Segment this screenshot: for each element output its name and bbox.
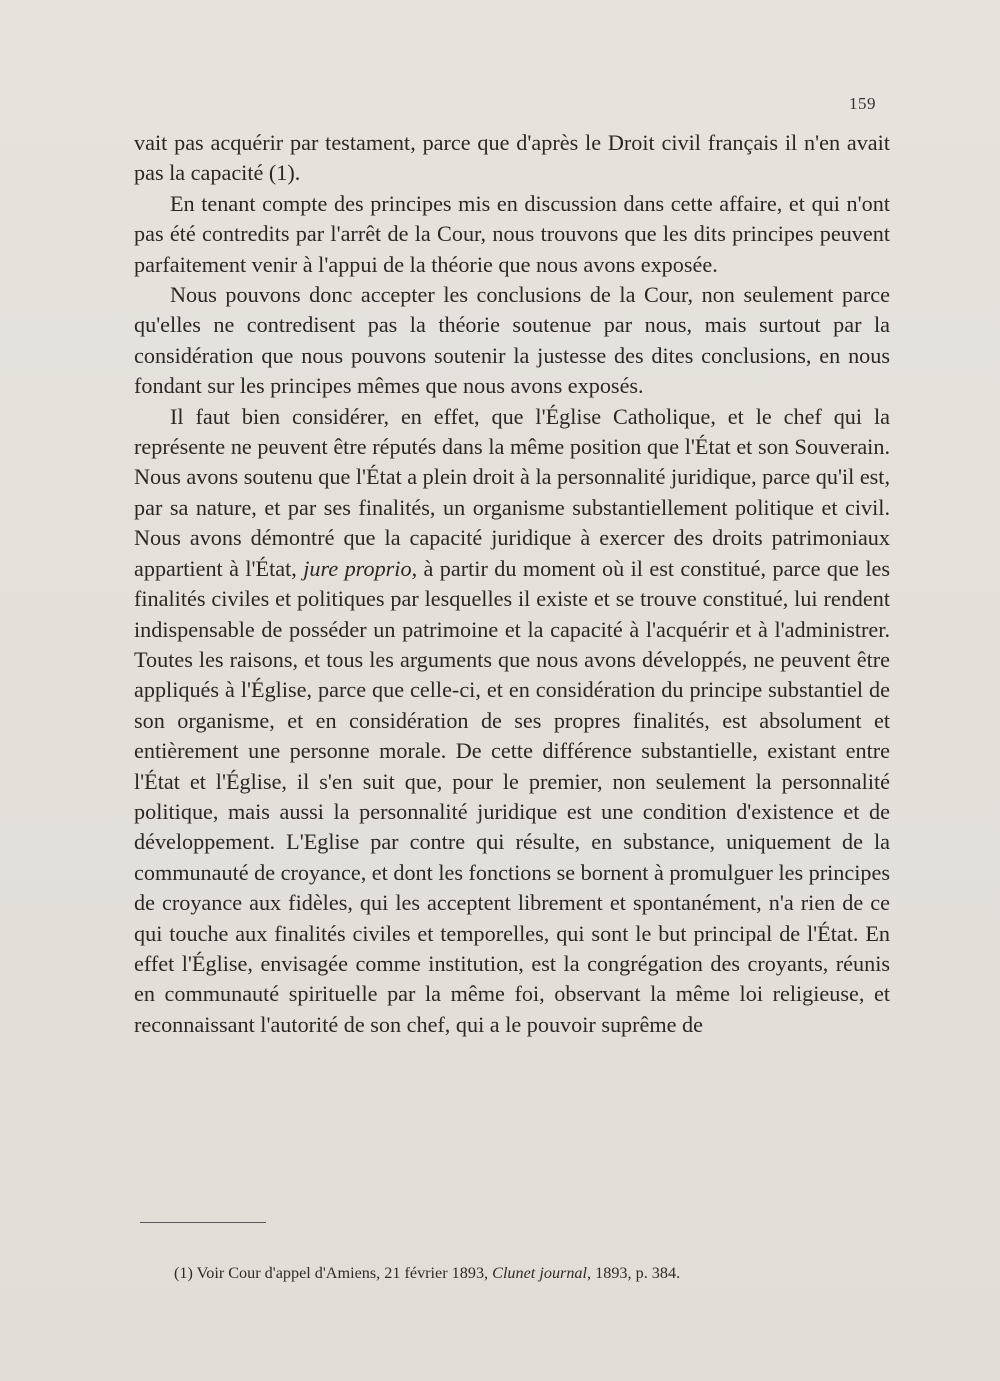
paragraph-4 (134, 402, 890, 1041)
footnote-divider (140, 1222, 266, 1223)
paragraph-3 (134, 280, 890, 402)
paragraph-4-text-a: Il faut bien considérer, en effet, que l'Église Catholique, et le chef qui la représente ne peuvent être réputés dans la même position que l'État et son Souverain. Nous avons soutenu que l'État a plein droit à la personnalité juridique, parce qu'il est, par sa nature, et par ses finalités, un organisme substantiellement politique et civil. Nous avons démontré que la capacité juridique à exercer des droits patrimoniaux appartient à l'État, (134, 403, 891, 581)
paragraph-4-latin-phrase: jure proprio (303, 555, 412, 581)
footnote-journal-title: Clunet journal, (492, 1264, 592, 1282)
body-text (134, 128, 890, 1040)
paragraph-4-text-b: , à partir du moment où il est constitué, parce que les finalités civiles et politiques par lesquelles il existe et se trouve constitué, lui rendent indispensable de posséder un patrimoine et la capacité à l'acquérir et à l'administrer. Toutes les raisons, et tous les arguments que nous avons développés, ne peuvent être appliqués à l'Église, parce que celle-ci, et en considération du principe substantiel de son organisme, et en considération de ses propres finalités, est absolument et entièrement une personne morale. De cette différence substantielle, existant entre l'État et l'Église, il s'en suit que, pour le premier, non seulement la personnalité politique, mais aussi la personnalité juridique est une condition d'existence et de développement. L'Eglise par contre qui résulte, en substance, uniquement de la communauté de croyance, et dont les fonctions se bornent à promulguer les principes de croyance aux fidèles, qui les acceptent librement et spontanément, n'a rien de ce qui touche aux finalités civiles et temporelles, qui sont le but principal de l'État. En effet l'Église, envisagée comme institution, est la congrégation des croyants, réunis en communauté spirituelle par la même foi, observant la même loi religieuse, et reconnaissant l'autorité de son chef, qui a le pouvoir suprême de (134, 555, 891, 1037)
page-number: 159 (849, 94, 876, 113)
footnote-text-b: 1893, p. 384. (591, 1264, 681, 1282)
paragraph-2 (134, 189, 890, 280)
footnote-text-a: (1) Voir Cour d'appel d'Amiens, 21 février 1893, (174, 1264, 493, 1282)
paragraph-1 (134, 128, 890, 189)
paragraph-3-text: Nous pouvons donc accepter les conclusions de la Cour, non seulement parce qu'elles ne contredisent pas la théorie soutenue par nous, mais surtout par la considération que nous pouvons soutenir la justesse des dites conclusions, en nous fondant sur les principes mêmes que nous avons exposés. (134, 282, 890, 399)
paragraph-2-text: En tenant compte des principes mis en discussion dans cette affaire, et qui n'ont pas été contredits par l'arrêt de la Cour, nous trouvons que les dits principes peuvent parfaitement venir à l'appui de la théorie que nous avons exposée. (134, 190, 890, 277)
footnote (174, 1262, 890, 1284)
paragraph-1-text: vait pas acquérir par testament, parce que d'après le Droit civil français il n'en avait pas la capacité (1). (134, 130, 890, 186)
